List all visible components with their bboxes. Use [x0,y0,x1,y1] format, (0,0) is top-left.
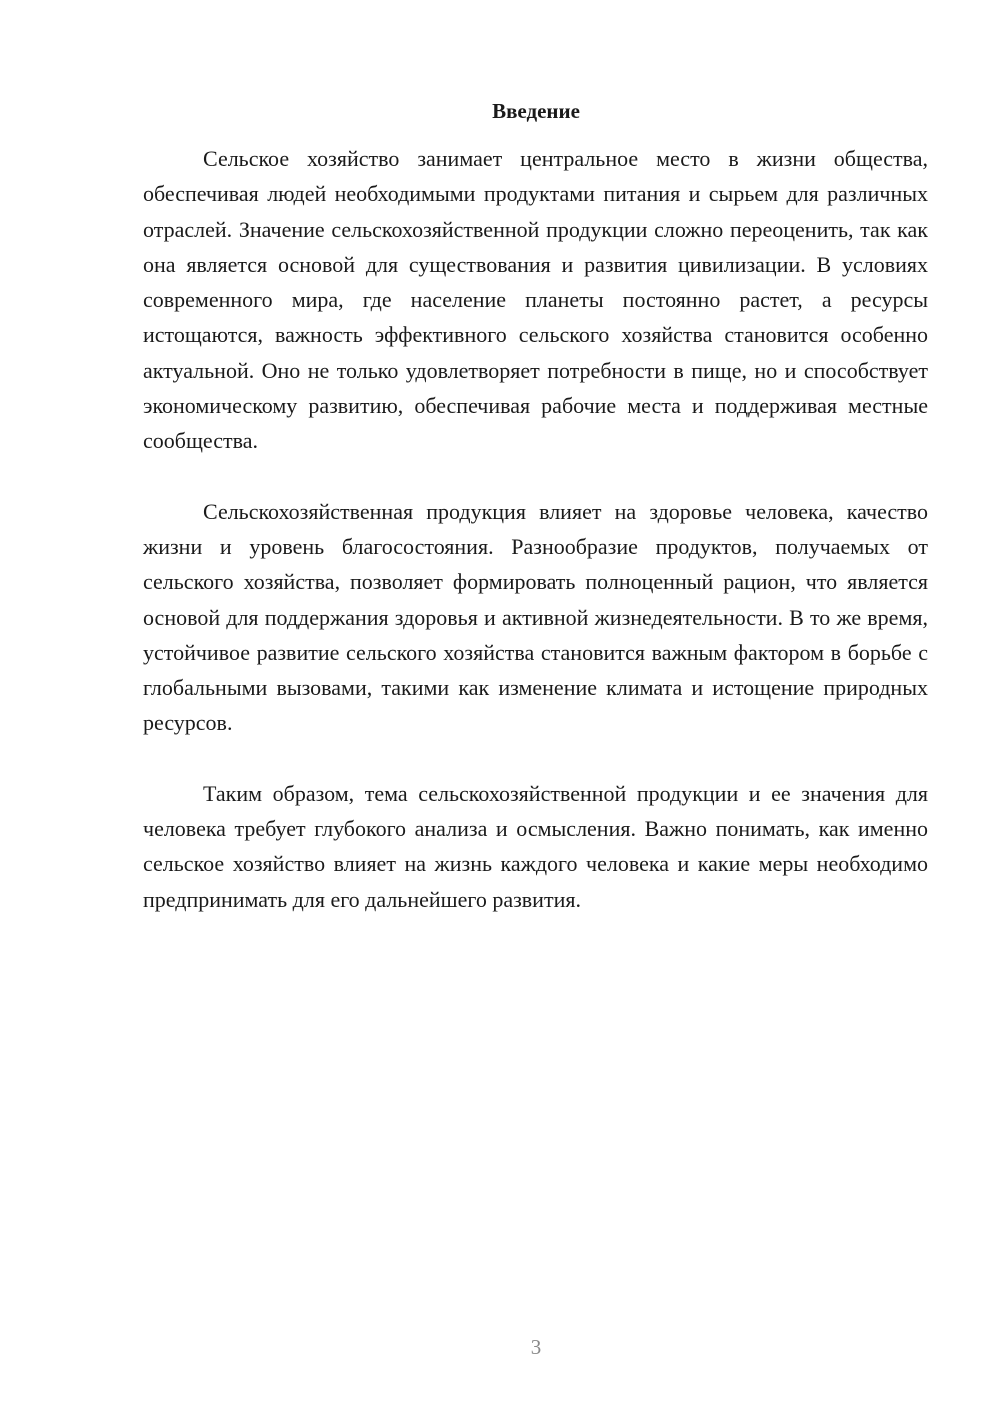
document-body [143,141,928,952]
paragraph-2: Сельскохозяйственная продукция влияет на здоровье человека, качество жизни и уровень благосостояния. Разнообразие продуктов, получаемых от сельского хозяйства, позволяет формировать полноценный рацион, что является основой для поддержания здоровья и активной жизнедеятельности. В то же время, устойчивое развитие сельского хозяйства становится важным фактором в борьбе с глобальными вызовами, такими как изменение климата и истощение природных ресурсов. [143,498,928,736]
paragraph-1: Сельское хозяйство занимает центральное место в жизни общества, обеспечивая людей необходимыми продуктами питания и сырьем для различных отраслей. Значение сельскохозяйственной продукции сложно переоценить, так как она является основой для существования и развития цивилизации. В условиях современного мира, где население планеты постоянно растет, а ресурсы истощаются, важность эффективного сельского хозяйства становится особенно актуальной. Оно не только удовлетворяет потребности в пище, но и способствует экономическому развитию, обеспечивая рабочие места и поддерживая местные сообщества. [143,146,928,454]
page-number: 3 [530,1335,542,1359]
paragraph-3: Таким образом, тема сельскохозяйственной продукции и ее значения для человека требует глубокого анализа и осмысления. Важно понимать, как именно сельское хозяйство влияет на жизнь каждого человека и какие меры необходимо предпринимать для его дальнейшего развития. [143,780,928,912]
section-title: Введение [492,99,580,123]
